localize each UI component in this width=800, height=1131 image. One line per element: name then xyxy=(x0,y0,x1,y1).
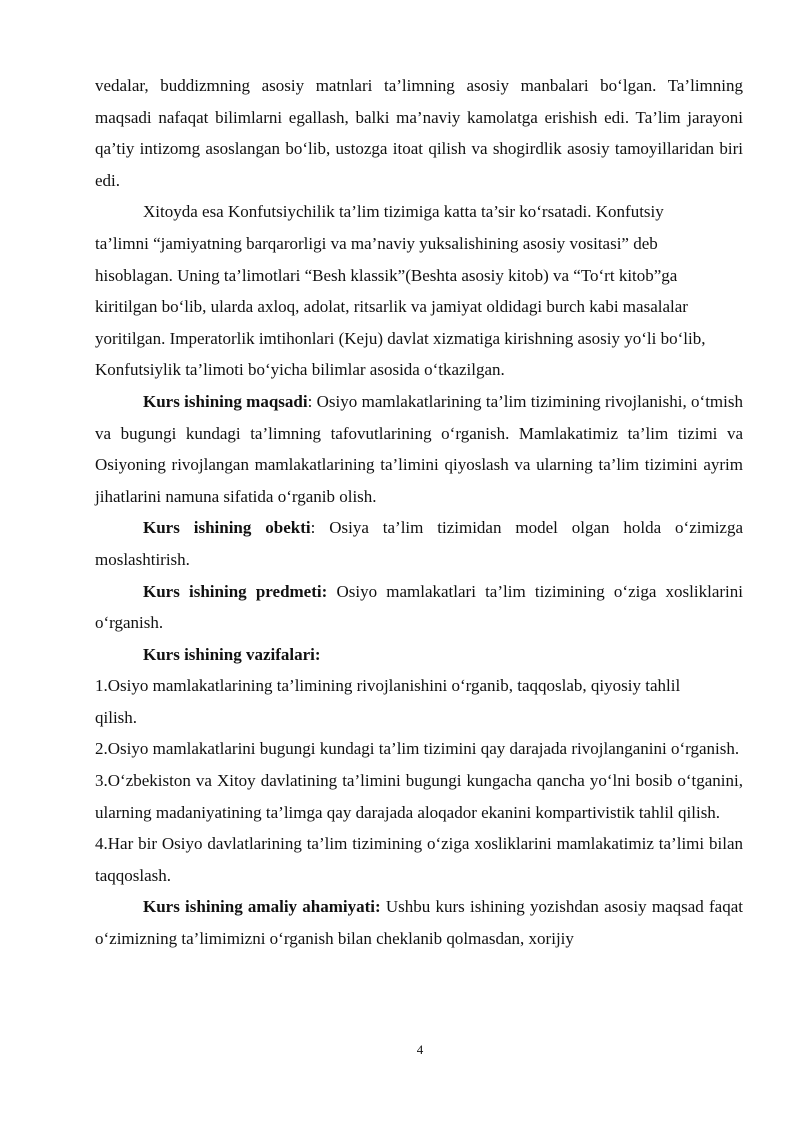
task-item-2: 2.Osiyo mamlakatlarini bugungi kundagi ta’lim tizimini qay darajada rivojlanganini o‘rganish. xyxy=(95,739,740,759)
document-body xyxy=(95,70,743,955)
paragraph-intro: vedalar, buddizmning asosiy matnlari ta’limning asosiy manbalari bo‘lgan. Ta’limning maqsadi nafaqat bilimlarni egallash, balki ma’naviy kamolatga erishish edi. Ta’lim jarayoni qa’tiy intizomg asoslangan bo‘lib, ustozga itoat qilish va shogirdlik asosiy tamoyillaridan biri edi. xyxy=(95,76,743,190)
paragraph-china-confucianism: Xitoyda esa Konfutsiychilik ta’lim tizimiga katta ta’sir ko‘rsatadi. Konfutsiy ta’limni “jamiyatning barqarorligi va ma’naviy yuksalishining asosiy vositasi” deb hisoblagan. Uning ta’limotlari “Besh klassik”(Beshta asosiy kitob) va “To‘rt kitob”ga kiritilgan bo‘lib, ularda axloq, adolat, ritsarlik va jamiyat oldidagi burch kabi masalalar yoritilgan. Imperatorlik imtihonlari (Keju) davlat xizmatiga kirishning asosiy yo‘li bo‘lib, Konfutsiylik ta’limoti bo‘yicha bilimlar asosida o‘tkazilgan. xyxy=(95,202,706,380)
subject-text: Osiyo mamlakatlari ta’lim tizimining o‘ziga xosliklarini o‘rganish. xyxy=(95,581,743,633)
heading-object: Kurs ishining obekti xyxy=(143,518,311,538)
paragraph-goal xyxy=(95,386,743,512)
goal-text: : Osiyo mamlakatlarining ta’lim tizimining rivojlanishi, o‘tmish va bugungi kundagi ta’limning tafovutlarining o‘rganish. Mamlakatimiz ta’lim tizimi va Osiyoning rivojlangan mamlakatlarining ta’limini qiyoslash va ularning ta’lim tizimini ayrim jihatlarini namuna sifatida o‘rganib olish. xyxy=(95,391,743,506)
paragraph-subject xyxy=(95,576,743,639)
page-number: 4 xyxy=(416,1042,424,1057)
task-item-4: 4.Har bir Osiyo davlatlarining ta’lim tizimining o‘ziga xosliklarini mamlakatimiz ta’limi bilan taqqoslash. xyxy=(95,834,743,885)
practical-significance-text: Ushbu kurs ishining yozishdan asosiy maqsad faqat o‘zimizning ta’limimizni o‘rganish bilan cheklanib qolmasdan, xorijiy xyxy=(95,897,743,949)
heading-subject: Kurs ishining predmeti: xyxy=(143,581,328,601)
heading-tasks: Kurs ishining vazifalari: xyxy=(143,644,321,664)
heading-goal: Kurs ishining maqsadi xyxy=(143,391,308,411)
paragraph-object xyxy=(95,512,743,575)
paragraph-practical-significance xyxy=(95,891,743,954)
object-text: : Osiya ta’lim tizimidan model olgan holda o‘zimizga moslashtirish. xyxy=(95,518,744,569)
task-item-3: 3.O‘zbekiston va Xitoy davlatining ta’limini bugungi kungacha qancha yo‘lni bosib o‘tganini, ularning madaniyatining ta’limga qay darajada aloqador ekanini kompartivistik tahlil qilish. xyxy=(95,771,743,822)
paragraph-tasks-heading xyxy=(95,639,743,671)
task-item-1: 1.Osiyo mamlakatlarining ta’limining rivojlanishini o‘rganib, taqqoslab, qiyosiy tahlil qilish. xyxy=(95,676,681,727)
heading-practical-significance: Kurs ishining amaliy ahamiyati: xyxy=(143,897,381,917)
